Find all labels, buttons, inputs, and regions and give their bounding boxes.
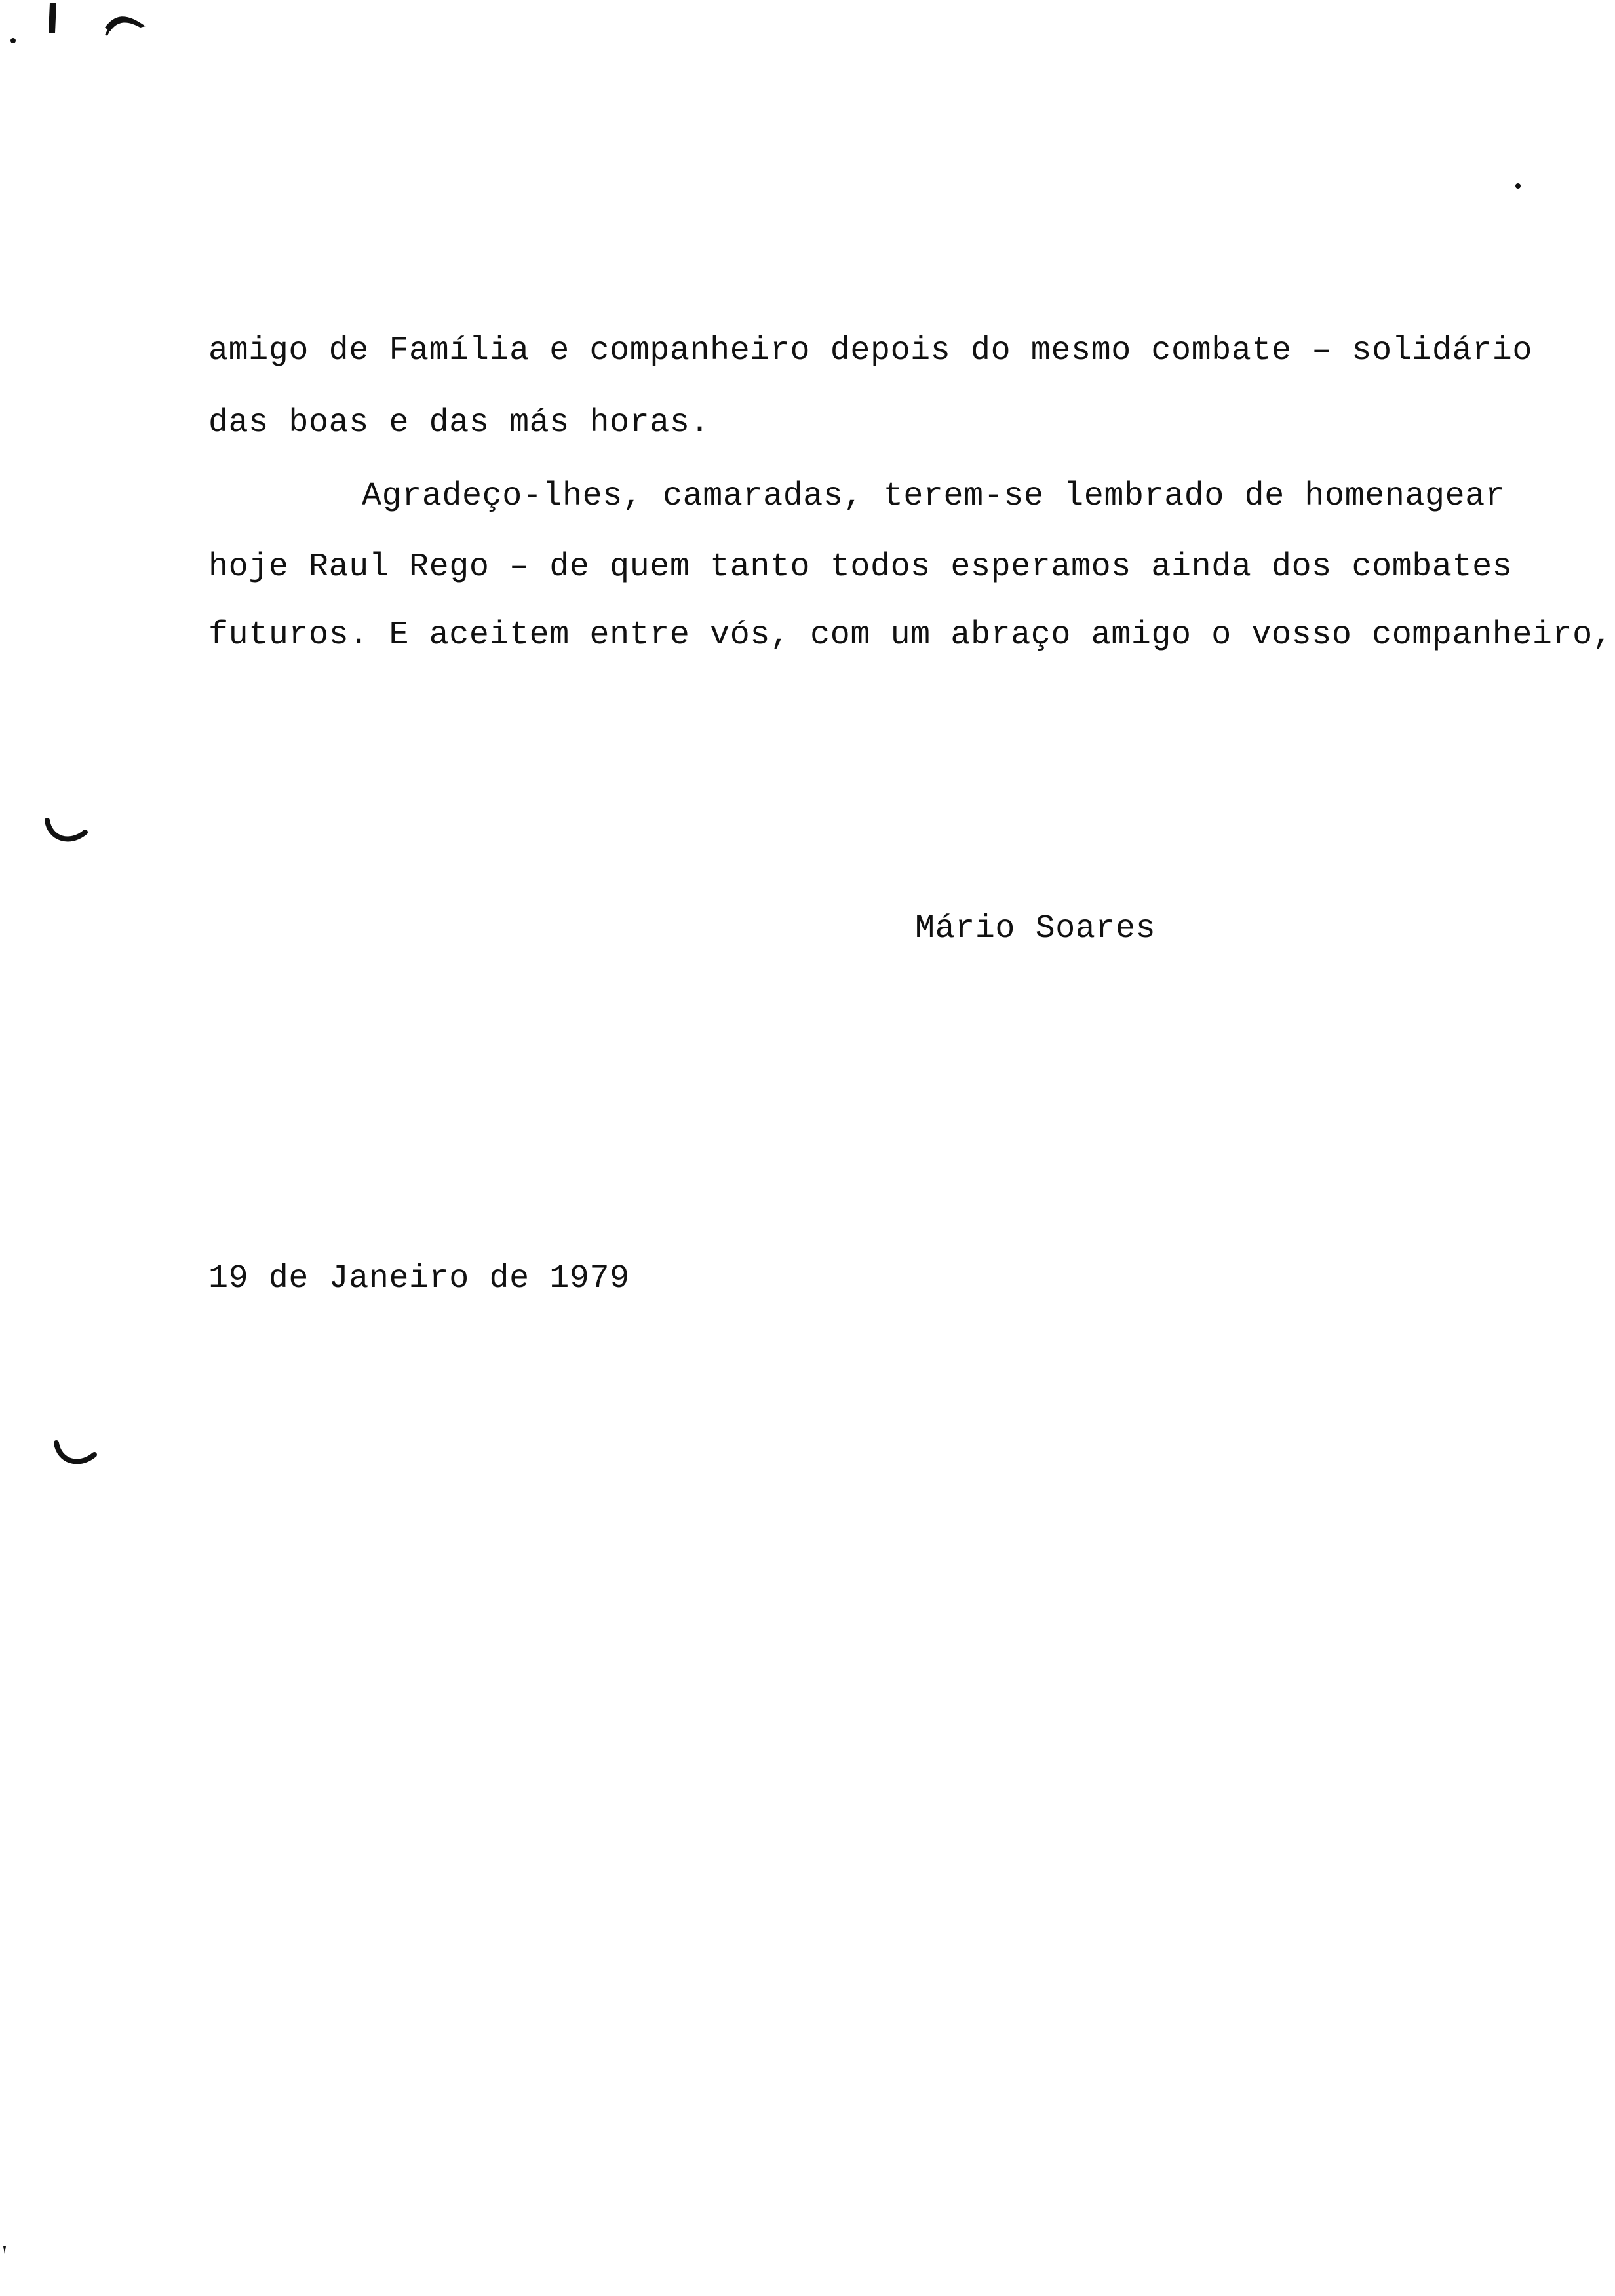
scan-speck-bottom-left — [1, 2245, 8, 2255]
scan-artifact-top-left — [0, 0, 170, 52]
paragraph-2-line-1: Agradeço-lhes, camaradas, terem-se lembrado de homenagear — [362, 478, 1506, 515]
signature-name: Mário Soares — [915, 910, 1156, 947]
paragraph-1-line-1: amigo de Família e companheiro depois do mesmo combate – solidário — [208, 332, 1532, 370]
paragraph-2-line-2: hoje Raul Rego – de quem tanto todos esperamos ainda dos combates — [208, 548, 1513, 586]
scan-dot-top-right — [1514, 182, 1522, 190]
document-date: 19 de Janeiro de 1979 — [208, 1260, 630, 1297]
punch-hole-mark-upper — [43, 816, 89, 849]
paragraph-2-line-3: futuros. E aceitem entre vós, com um abraço amigo o vosso companheiro, — [208, 617, 1613, 654]
punch-hole-mark-lower — [52, 1439, 98, 1472]
paragraph-1-line-2: das boas e das más horas. — [208, 404, 710, 442]
